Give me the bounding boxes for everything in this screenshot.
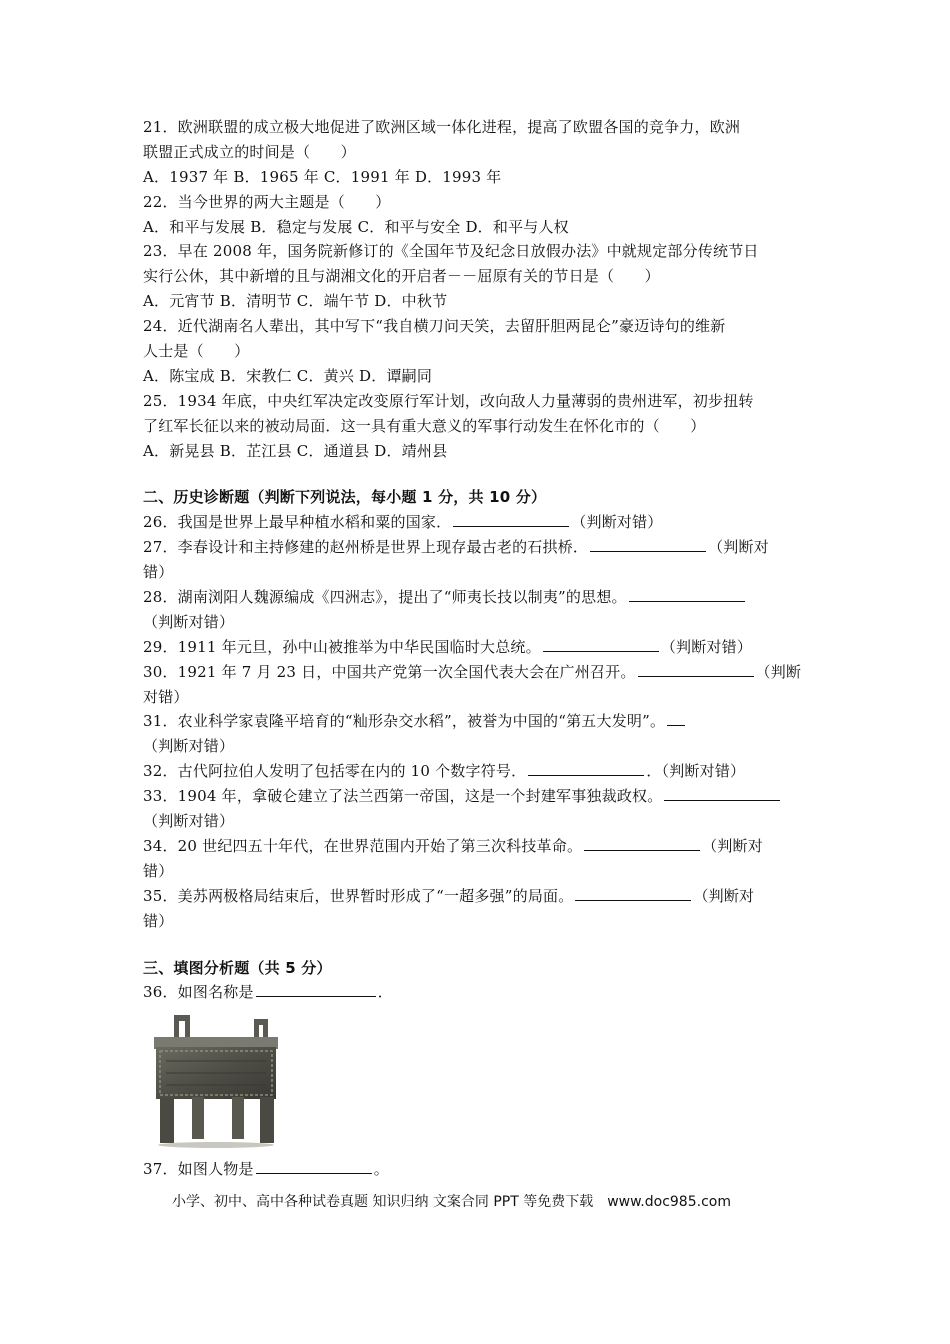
question-23-options: A．元宵节 B．清明节 C．端午节 D．中秋节 bbox=[143, 292, 448, 311]
question-30: 30．1921 年 7 月 23 日，中国共产党第一次全国代表大会在广州召开。 （判断 bbox=[143, 662, 802, 681]
question-30-line2: 对错） bbox=[143, 687, 189, 706]
question-22-line1: 22．当今世界的两大主题是（ ） bbox=[143, 192, 391, 211]
question-23-line1: 23．早在 2008 年，国务院新修订的《全国年节及纪念日放假办法》中就规定部分传统节日 bbox=[143, 242, 759, 261]
question-33: 33．1904 年，拿破仑建立了法兰西第一帝国，这是一个封建军事独裁政权。 bbox=[143, 784, 813, 809]
question-34: 34．20 世纪四五十年代，在世界范围内开始了第三次科技革命。 （判断对 bbox=[143, 836, 763, 855]
answer-blank-35[interactable] bbox=[575, 886, 691, 901]
question-21-line1: 21．欧洲联盟的成立极大地促进了欧洲区域一体化进程，提高了欧盟各国的竞争力，欧洲 bbox=[143, 118, 741, 136]
question-23-line2: 实行公休，其中新增的且与湖湘文化的开启者－－屈原有关的节日是（ ） bbox=[143, 267, 660, 286]
answer-blank-37[interactable] bbox=[256, 1159, 372, 1174]
question-29: 29．1911 年元旦，孙中山被推举为中华民国临时大总统。 （判断对错） bbox=[143, 637, 753, 656]
answer-blank-34[interactable] bbox=[584, 836, 700, 851]
answer-blank-36[interactable] bbox=[256, 982, 376, 997]
question-36: 36．如图名称是 ． bbox=[143, 983, 393, 1002]
question-24-line1: 24．近代湖南名人辈出，其中写下“我自横刀问天笑，去留肝胆两昆仑”豪迈诗句的维新 bbox=[143, 317, 726, 336]
question-34-line2: 错） bbox=[143, 861, 174, 880]
answer-blank-27[interactable] bbox=[590, 537, 706, 552]
bronze-ding-icon bbox=[146, 1011, 284, 1149]
question-24-options: A．陈宝成 B．宋教仁 C．黄兴 D．谭嗣同 bbox=[143, 366, 433, 385]
answer-blank-32[interactable] bbox=[528, 761, 644, 776]
question-27-line2: 错） bbox=[143, 563, 174, 582]
question-24-line2: 人士是（ ） bbox=[143, 342, 250, 361]
question-31-line2: （判断对错） bbox=[143, 737, 235, 756]
question-25-options: A．新晃县 B．芷江县 C．通道县 D．靖州县 bbox=[143, 441, 448, 460]
question-33-line2: （判断对错） bbox=[143, 812, 235, 831]
question-22-options: A．和平与发展 B．稳定与发展 C．和平与安全 D．和平与人权 bbox=[143, 217, 569, 236]
question-35: 35．美苏两极格局结束后，世界暂时形成了“一超多强”的局面。 （判断对 bbox=[143, 886, 755, 905]
question-37: 37．如图人物是 。 bbox=[143, 1160, 389, 1179]
question-28: 28．湖南浏阳人魏源编成《四洲志》，提出了“师夷长技以制夷”的思想。 bbox=[143, 585, 813, 610]
question-31: 31．农业科学家袁隆平培育的“籼形杂交水稻”，被誉为中国的“第五大发明”。 bbox=[143, 709, 813, 734]
answer-blank-33[interactable] bbox=[664, 786, 780, 801]
question-26: 26．我国是世界上最早种植水稻和粟的国家． （判断对错） bbox=[143, 513, 663, 532]
question-27: 27．李春设计和主持修建的赵州桥是世界上现存最古老的石拱桥． （判断对 bbox=[143, 538, 769, 557]
question-25-line1: 25．1934 年底，中央红军决定改变原行军计划，改向敌人力量薄弱的贵州进军，初步扭转 bbox=[143, 391, 754, 410]
answer-blank-26[interactable] bbox=[453, 512, 569, 527]
question-35-line2: 错） bbox=[143, 911, 174, 930]
bronze-ding-image bbox=[146, 1011, 284, 1149]
answer-blank-29[interactable] bbox=[543, 637, 659, 652]
exam-page bbox=[143, 115, 813, 1182]
answer-blank-31[interactable] bbox=[667, 711, 685, 726]
answer-blank-30[interactable] bbox=[638, 662, 754, 677]
question-32: 32．古代阿拉伯人发明了包括零在内的 10 个数字符号． ．（判断对错） bbox=[143, 762, 746, 781]
question-21-line2: 联盟正式成立的时间是（ ） bbox=[143, 142, 356, 161]
question-25-line2: 了红军长征以来的被动局面．这一具有重大意义的军事行动发生在怀化市的（ ） bbox=[143, 416, 706, 435]
section-2-heading: 二、历史诊断题（判断下列说法，每小题 1 分，共 10 分） bbox=[143, 488, 547, 507]
answer-blank-28[interactable] bbox=[629, 587, 745, 602]
question-28-line2: （判断对错） bbox=[143, 612, 235, 631]
section-3-heading: 三、填图分析题（共 5 分） bbox=[143, 958, 332, 977]
footer-watermark-text: 小学、初中、高中各种试卷真题 知识归纳 文案合同 PPT 等免费下载 www.doc985.com bbox=[172, 1194, 731, 1210]
question-21-options: A．1937 年 B．1965 年 C．1991 年 D．1993 年 bbox=[143, 167, 502, 186]
